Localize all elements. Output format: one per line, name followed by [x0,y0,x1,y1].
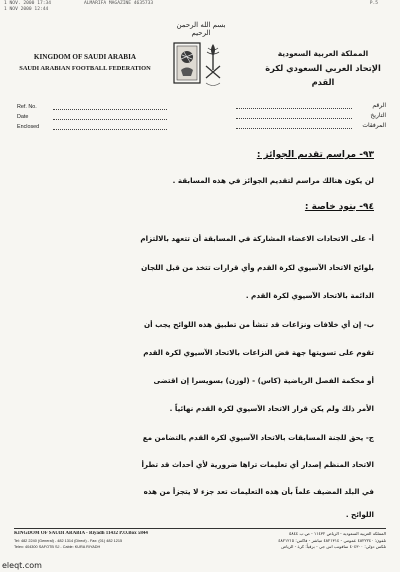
federation-logo-icon [172,40,230,90]
ref-no-label-ar: الرقم [372,102,386,109]
fax-timestamp-2: 1 NOV 2000 12:44 [4,7,49,12]
enclosed-label-ar: المرفقات [362,122,386,129]
letterhead-ar-line2: الإتحاد العربي السعودي لكرة القدم [265,63,381,87]
enclosed-line-ar [236,128,352,129]
fax-header [4,1,396,15]
date-label: Date [17,114,29,120]
fax-sender: ALMARIFA MAGAZINE 4635733 [84,1,154,6]
letterhead-arabic [258,47,388,89]
fax-page: P.5 [369,1,378,6]
section-94-line: بلوائح الاتحاد الآسيوي لكرة القدم وأي قرارات تتخذ من قبل اللجان [141,263,374,272]
letterhead-en-line2: SAUDI ARABIAN FOOTBALL FEDERATION [19,65,151,72]
footer-en-line3: Telex: 404300 SAFOTB SJ - Cable: KURA RIYADH [14,545,101,550]
section-94-line: أو محكمة الفصل الرياضية (كاس) - (لوزن) بسويسرا إن اقتضى [153,376,374,385]
section-93-text: لن يكون هنالك مراسم لتقديم الجوائز في هذه المسابقة . [172,176,374,185]
footer-divider [14,528,386,529]
enclosed-label: Enclosed [17,124,40,130]
section-94-line: الأمر ذلك ولم يكن قرار الاتحاد الآسيوي لكرة القدم نهائياً . [169,404,374,413]
footer-ar-line1: المملكة العربية السعودية - الرياض ١١٤٣٢ - ص.ب ٥٨٤٤ [289,531,386,536]
footer-en-line1: KINGDOM OF SAUDI ARABIA - Riyadh 11432 P.O.Box 5844 [14,531,148,536]
footer-ar-line3: تلكس دولي: ٤٠٤٣٠٠ سافوتب اس جي - برقياً: كرة - الرياض [281,544,386,550]
letterhead-ar-line1: المملكة العربية السعودية [277,49,369,58]
basmala: بسم الله الرحمن الرحيم [176,21,226,37]
ref-no-row-ar [236,102,386,112]
date-row-ar [236,112,386,122]
footer-english [14,531,194,551]
fax-timestamp-1: 1 NOV. 2000 17:34 [4,1,52,6]
site-watermark: eleqt.com [2,561,42,570]
enclosed-row [17,124,167,134]
section-94-line: ج- يحق للجنة المسابقات بالاتحاد الآسيوي لكرة القدم بالتضامن مع [142,433,374,442]
section-94-line: ب- إن أي خلافات ونزاعات قد تنشأ من تطبيق هذه اللوائح يجب أن [144,320,374,329]
section-94-line: في البلد المضيف علماً بأن هذه التعليمات تعد جزء لا يتجزأ من هذه [143,487,374,496]
date-line-ar [236,118,352,119]
ref-no-line-ar [236,108,352,109]
section-94-line: أ- على الاتحادات الاعضاء المشاركة في المسابقة أن تتعهد بالالتزام [140,234,374,243]
date-label-ar: التاريخ [370,112,386,119]
section-94-line: الاتحاد المنظم إصدار أي تعليمات تراها ضرورية لأي أحداث قد تطرأ [141,460,374,469]
footer-ar-line2: تلفون: ٤٨٢٢٢٤٠ عمومي - ٤٨٢١٣١٤ مباشر - فاكس: ٤٨٢١٢١٥ [278,537,386,543]
letterhead-english [10,52,160,74]
section-93-title: ٩٣- مراسم تقديم الجوائز : [256,150,374,160]
reference-fields-english [17,104,167,134]
footer-arabic [206,531,386,551]
ref-no-label: Ref. No. [17,104,37,110]
ref-no-row [17,104,167,114]
date-row [17,114,167,124]
date-line [53,119,167,120]
enclosed-row-ar [236,122,386,132]
letterhead-en-line1: KINGDOM OF SAUDI ARABIA [33,53,137,61]
section-94-title: ٩٤- بنود خاصة : [304,202,374,212]
section-94-line: الدائمة بالاتحاد الآسيوي لكرة القدم . [245,291,374,300]
ref-no-line [53,109,167,110]
enclosed-line [53,129,167,130]
section-94-line: اللوائح . [345,510,374,519]
section-94-line: تقوم على تسويتها جهة فض النزاعات بالاتحاد الآسيوي لكرة القدم [143,348,374,357]
footer-en-line2: Tel: 482 2240 (General) - 482 1314 (Direct) - Fax: (01) 482 1215 [14,538,123,543]
reference-fields-arabic [236,102,386,132]
